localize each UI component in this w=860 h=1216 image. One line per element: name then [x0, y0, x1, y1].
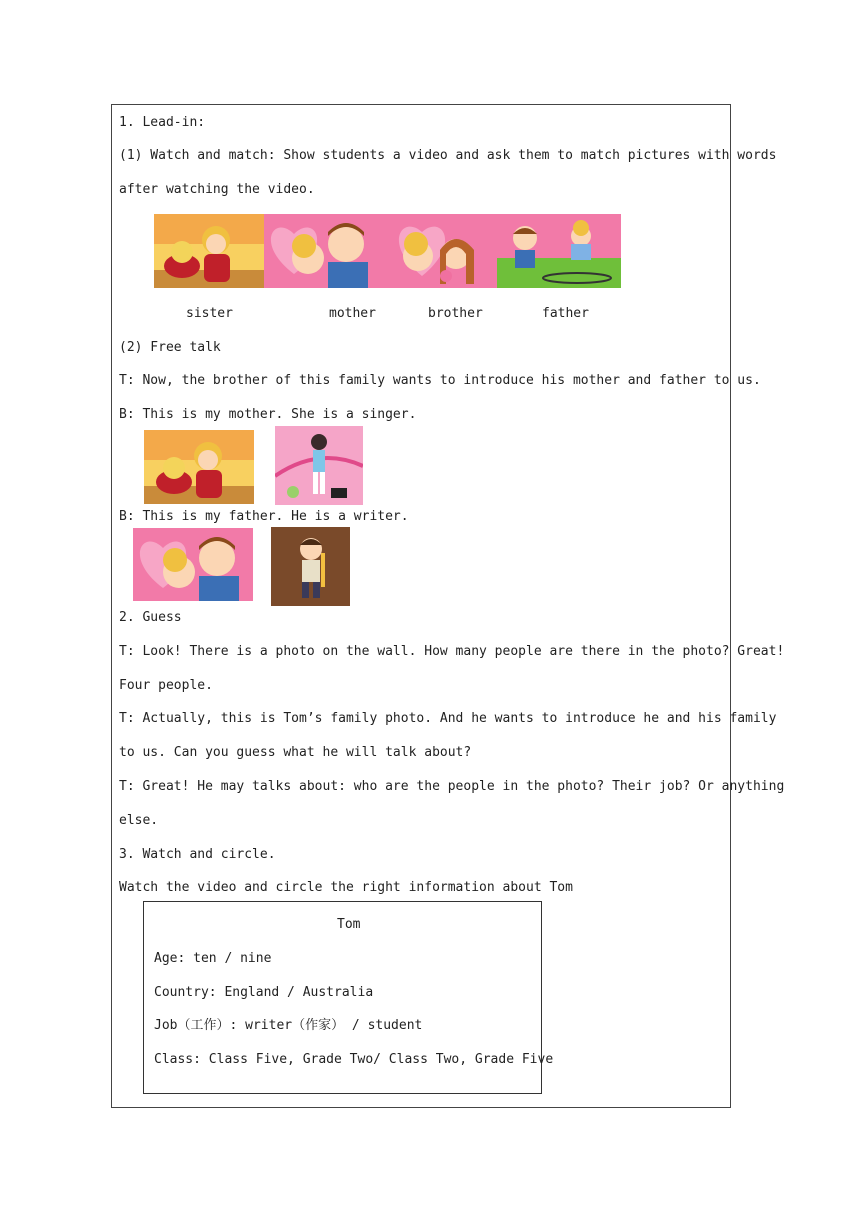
word-label-mother: mother	[329, 306, 376, 321]
crying-sister-picture-small	[144, 430, 254, 504]
guess-line-3b: else.	[119, 813, 159, 828]
mother-hug-picture-small	[133, 528, 253, 601]
brother-mother-line: B: This is my mother. She is a singer.	[119, 407, 417, 422]
word-label-father: father	[542, 306, 589, 321]
tom-age-options: Age: ten / nine	[154, 951, 272, 966]
tom-box-title: Tom	[337, 917, 361, 932]
writer-picture	[271, 527, 350, 606]
brother-picture	[382, 214, 497, 288]
word-label-sister: sister	[186, 306, 233, 321]
guess-line-1b: Four people.	[119, 678, 213, 693]
guess-line-3a: T: Great! He may talks about: who are the people in the photo? Their job? Or anything	[119, 779, 785, 794]
crying-sister-picture	[154, 214, 264, 288]
tom-job-options: Job（工作）: writer（作家） / student	[154, 1018, 423, 1033]
brother-father-line: B: This is my father. He is a writer.	[119, 509, 409, 524]
guess-heading: 2. Guess	[119, 610, 182, 625]
mother-hug-picture	[264, 214, 382, 288]
word-label-brother: brother	[428, 306, 483, 321]
watch-circle-heading: 3. Watch and circle.	[119, 847, 276, 862]
free-talk-heading: (2) Free talk	[119, 340, 221, 355]
watch-match-line-2: after watching the video.	[119, 182, 315, 197]
teacher-line: T: Now, the brother of this family wants to introduce his mother and father to us.	[119, 373, 761, 388]
singer-picture	[275, 426, 363, 505]
guess-line-2b: to us. Can you guess what he will talk about?	[119, 745, 472, 760]
watch-circle-instruction: Watch the video and circle the right information about Tom	[119, 880, 573, 895]
guess-line-2a: T: Actually, this is Tom’s family photo. And he wants to introduce he and his family	[119, 711, 777, 726]
tom-country-options: Country: England / Australia	[154, 985, 374, 1000]
watch-match-line-1: (1) Watch and match: Show students a video and ask them to match pictures with words	[119, 148, 777, 163]
father-picture	[497, 214, 621, 288]
guess-line-1a: T: Look! There is a photo on the wall. How many people are there in the photo? Great!	[119, 644, 785, 659]
lead-in-heading: 1. Lead-in:	[119, 115, 206, 130]
tom-class-options: Class: Class Five, Grade Two/ Class Two, Grade Five	[154, 1052, 554, 1067]
